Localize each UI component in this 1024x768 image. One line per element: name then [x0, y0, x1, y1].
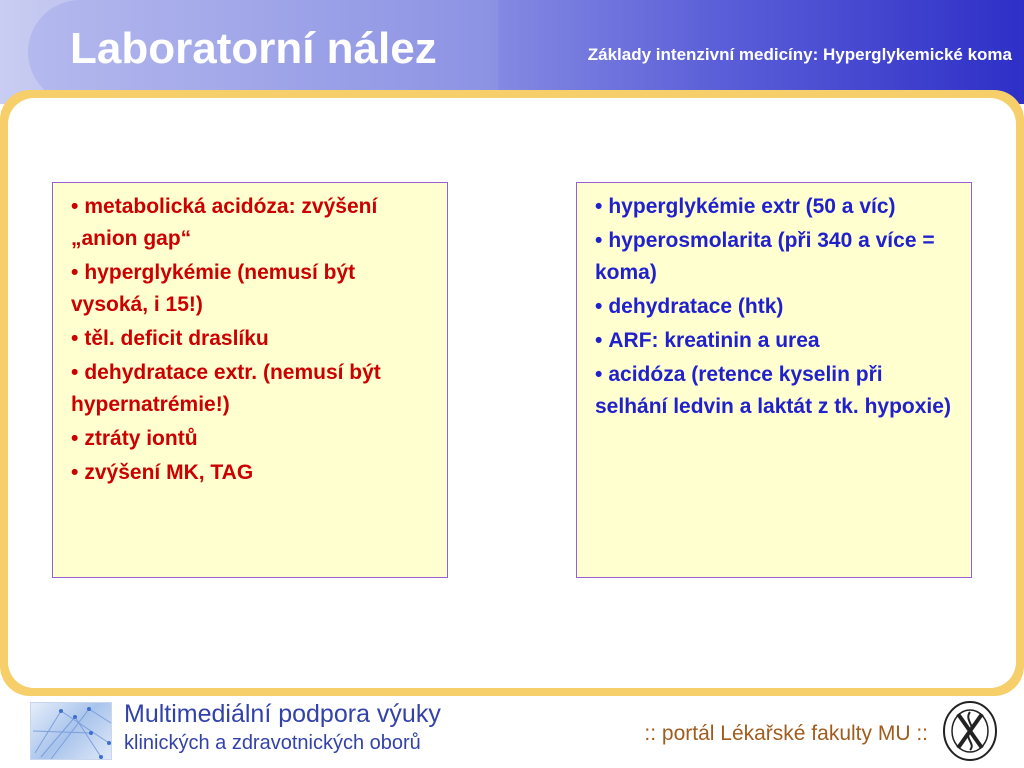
- network-logo-icon: [30, 702, 112, 760]
- slide-subtitle: Základy intenzivní medicíny: Hyperglykemické koma: [587, 45, 1012, 64]
- footer-subtitle: klinických a zdravotnických oborů: [124, 732, 421, 754]
- footer-title: Multimediální podpora výuky: [124, 700, 441, 728]
- list-item: • ztráty iontů: [71, 427, 198, 450]
- list-item: • hyperosmolarita (při 340 a více = koma): [595, 229, 935, 284]
- list-item: • hyperglykémie (nemusí být vysoká, i 15!): [71, 261, 356, 316]
- list-item: • metabolická acidóza: zvýšení „anion gap“: [71, 195, 378, 250]
- list-item: • acidóza (retence kyselin při selhání ledvin a laktát z tk. hypoxie): [595, 363, 951, 418]
- page-title: Laboratorní nález: [70, 24, 437, 73]
- list-item: • ARF: kreatinin a urea: [595, 329, 820, 352]
- right-bullet-list: [595, 191, 957, 423]
- list-item: • hyperglykémie extr (50 a víc): [595, 195, 896, 218]
- left-text-box: [52, 182, 448, 578]
- university-seal-icon: [942, 700, 998, 762]
- list-item: • dehydratace (htk): [595, 295, 784, 318]
- right-text-box: [576, 182, 972, 578]
- portal-link[interactable]: :: portál Lékařské fakulty MU ::: [644, 722, 928, 745]
- list-item: • těl. deficit draslíku: [71, 327, 269, 350]
- left-bullet-list: [71, 191, 433, 489]
- list-item: • zvýšení MK, TAG: [71, 461, 254, 484]
- header-bar: [0, 0, 1024, 104]
- list-item: • dehydratace extr. (nemusí být hypernatrémie!): [71, 361, 381, 416]
